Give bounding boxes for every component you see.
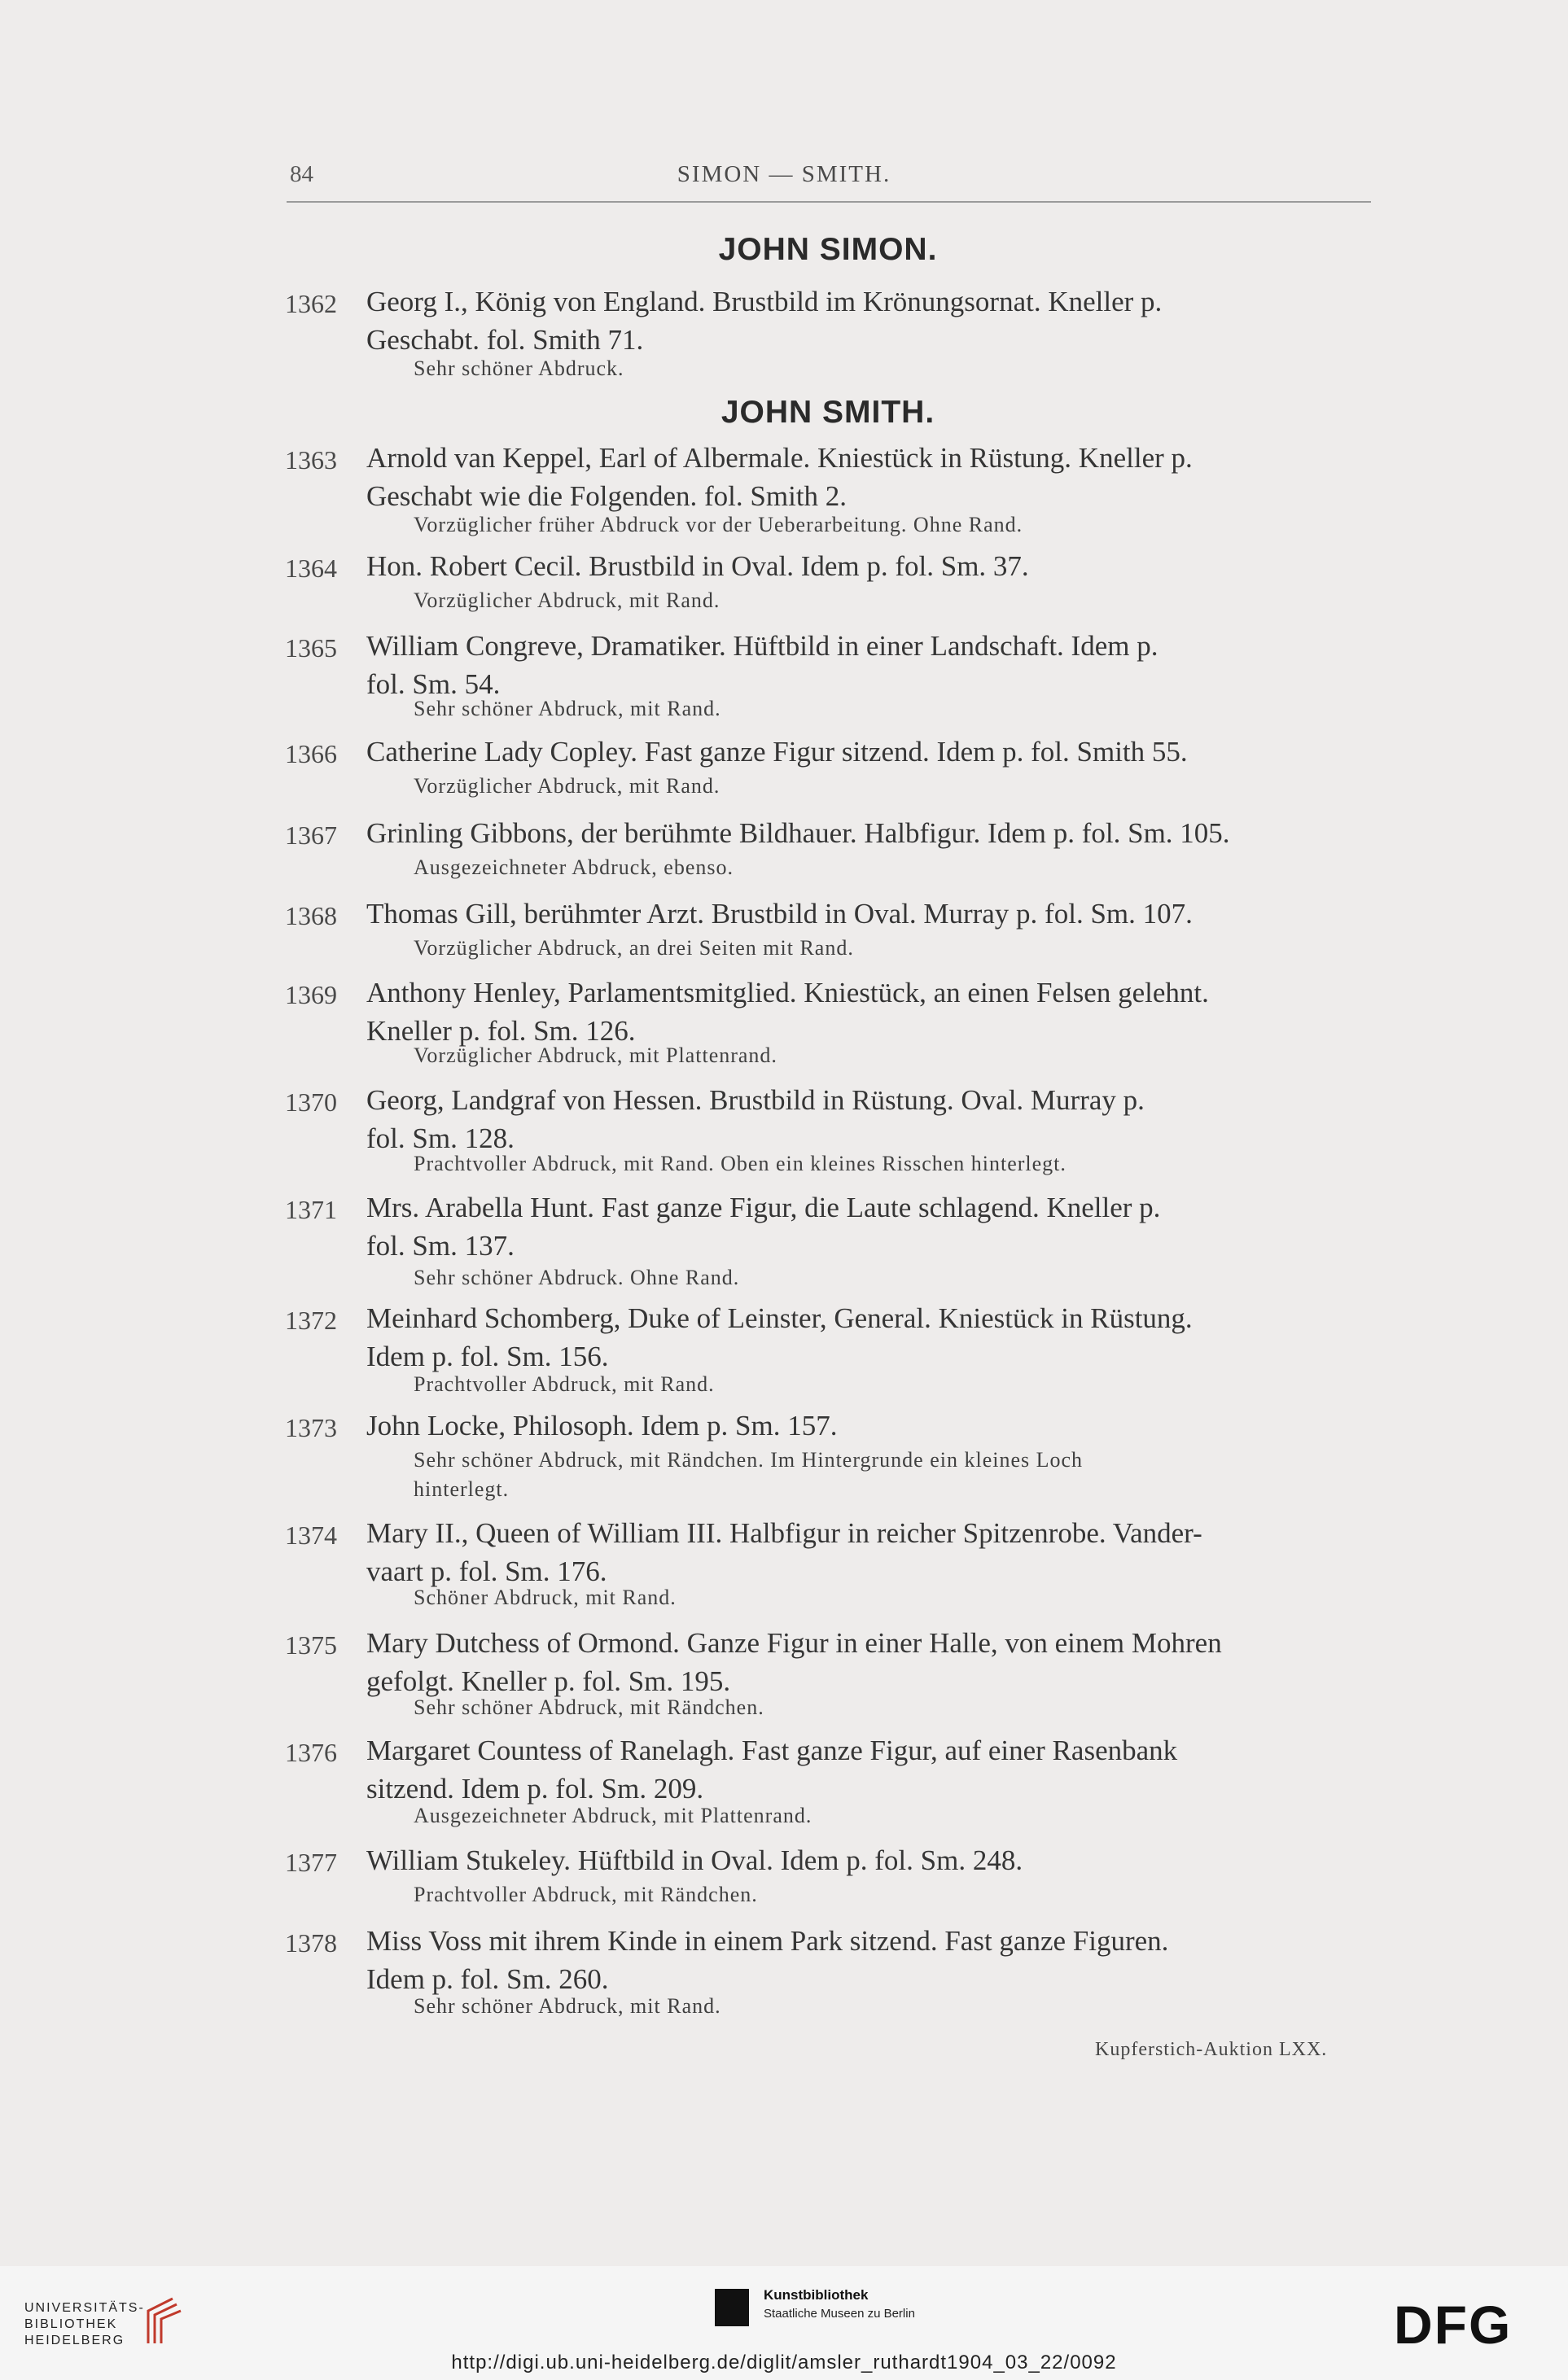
entry-text (366, 895, 1376, 933)
entry-line: Mary II., Queen of William III. Halbfigur in reicher Spitzenrobe. Vander- (366, 1517, 1202, 1549)
ub-logo-line: UNIVERSITÄTS- (24, 2301, 145, 2315)
entry-text (366, 1081, 1376, 1157)
entry-note (414, 853, 734, 882)
entry-note (414, 1370, 715, 1399)
entry-line: William Congreve, Dramatiker. Hüftbild in einer Landschaft. Idem p. (366, 630, 1158, 662)
entry-text (366, 282, 1376, 359)
entry-number: 1378 (285, 1928, 337, 1958)
entry-note (414, 694, 721, 724)
permalink-url[interactable]: http://digi.ub.uni-heidelberg.de/diglit/amsler_ruthardt1904_03_22/0092 (451, 2352, 1117, 2373)
entry-line: Anthony Henley, Parlamentsmitglied. Kniestück, an einen Felsen gelehnt. (366, 977, 1209, 1008)
entry-note-line: Sehr schöner Abdruck. (414, 357, 624, 380)
entry-line: Hon. Robert Cecil. Brustbild in Oval. Idem p. fol. Sm. 37. (366, 550, 1029, 582)
entry-line: Mrs. Arabella Hunt. Fast ganze Figur, die Laute schlagend. Kneller p. (366, 1192, 1161, 1223)
entry-note-line: Sehr schöner Abdruck. Ohne Rand. (414, 1266, 740, 1289)
entry-line: Kneller p. fol. Sm. 126. (366, 1015, 636, 1047)
entry-line: William Stukeley. Hüftbild in Oval. Idem p. fol. Sm. 248. (366, 1844, 1023, 1876)
entry-number: 1375 (285, 1630, 337, 1660)
section-title-john-smith: JOHN SMITH. (720, 395, 935, 430)
entry-number: 1367 (285, 820, 337, 850)
entry-number: 1364 (285, 553, 337, 583)
kunstbibliothek-name: Kunstbibliothek (764, 2287, 869, 2303)
entry-line: John Locke, Philosoph. Idem p. Sm. 157. (366, 1410, 838, 1442)
catalog-footer-note: Kupferstich-Auktion LXX. (1095, 2039, 1328, 2060)
entry-note-line: Sehr schöner Abdruck, mit Rändchen. (414, 1695, 764, 1719)
entry-line: fol. Sm. 137. (366, 1230, 515, 1262)
entry-note-line: Ausgezeichneter Abdruck, mit Plattenrand. (414, 1804, 812, 1827)
entry-line: Idem p. fol. Sm. 156. (366, 1341, 609, 1372)
entry-text (366, 733, 1376, 771)
entry-note-line: Prachtvoller Abdruck, mit Rand. Oben ein kleines Risschen hinterlegt. (414, 1152, 1067, 1175)
entry-text (366, 547, 1376, 585)
entry-text (366, 627, 1376, 703)
entry-note-line: Sehr schöner Abdruck, mit Rand. (414, 697, 721, 720)
entry-number: 1372 (285, 1306, 337, 1335)
entry-note-line: Schöner Abdruck, mit Rand. (414, 1586, 677, 1609)
entry-line: Mary Dutchess of Ormond. Ganze Figur in einer Halle, von einem Mohren (366, 1627, 1222, 1659)
entry-note (414, 354, 624, 383)
entry-number: 1371 (285, 1195, 337, 1224)
entry-text (366, 973, 1376, 1050)
entry-line: fol. Sm. 54. (366, 668, 501, 700)
kunstbibliothek-subtitle: Staatliche Museen zu Berlin (764, 2307, 915, 2321)
entry-note-line: Prachtvoller Abdruck, mit Rand. (414, 1372, 715, 1396)
entry-note-line: Vorzüglicher Abdruck, mit Plattenrand. (414, 1043, 777, 1067)
entry-text (366, 1841, 1376, 1879)
entry-line: Margaret Countess of Ranelagh. Fast ganze Figur, auf einer Rasenbank (366, 1735, 1178, 1766)
entry-text (366, 1731, 1376, 1808)
entry-number: 1370 (285, 1087, 337, 1117)
entry-line: Miss Voss mit ihrem Kinde in einem Park sitzend. Fast ganze Figuren. (366, 1925, 1169, 1957)
entry-number: 1373 (285, 1413, 337, 1442)
entry-line: Catherine Lady Copley. Fast ganze Figur sitzend. Idem p. fol. Smith 55. (366, 736, 1188, 768)
entry-text (366, 1407, 1376, 1445)
entry-line: Idem p. fol. Sm. 260. (366, 1963, 609, 1995)
entry-text (366, 1922, 1376, 1998)
entry-line: Geschabt wie die Folgenden. fol. Smith 2. (366, 480, 848, 512)
entry-line: Geschabt. fol. Smith 71. (366, 324, 644, 356)
page-number: 84 (290, 161, 313, 187)
ub-logo-mark-icon (140, 2295, 189, 2352)
entry-text (366, 1299, 1376, 1376)
section-title-john-simon: JOHN SIMON. (718, 232, 938, 267)
entry-note (414, 1583, 677, 1612)
entry-number: 1368 (285, 901, 337, 930)
ub-logo-line: HEIDELBERG (24, 2334, 125, 2347)
entry-note-line: Sehr schöner Abdruck, mit Rand. (414, 1994, 721, 2018)
entry-number: 1374 (285, 1520, 337, 1550)
entry-line: fol. Sm. 128. (366, 1122, 515, 1154)
entry-text (366, 1514, 1376, 1590)
entry-number: 1363 (285, 445, 337, 475)
entry-note (414, 1880, 758, 1910)
entry-line: sitzend. Idem p. fol. Sm. 209. (366, 1773, 704, 1805)
entry-note (414, 1693, 764, 1722)
entry-number: 1365 (285, 633, 337, 663)
entry-note-line: Ausgezeichneter Abdruck, ebenso. (414, 855, 734, 879)
entry-note (414, 510, 1023, 540)
ub-logo-line: BIBLIOTHEK (24, 2317, 118, 2331)
entry-number: 1362 (285, 289, 337, 318)
dfg-logo[interactable]: DFG (1394, 2295, 1513, 2355)
entry-line: Arnold van Keppel, Earl of Albermale. Kniestück in Rüstung. Kneller p. (366, 442, 1193, 474)
entry-note (414, 772, 720, 801)
entry-note (414, 1041, 777, 1070)
entry-text (366, 1624, 1376, 1700)
entry-note (414, 586, 720, 615)
entry-note-line: Vorzüglicher Abdruck, mit Rand. (414, 774, 720, 798)
entry-note-line: Vorzüglicher Abdruck, mit Rand. (414, 588, 720, 612)
entry-note (414, 934, 854, 963)
entry-number: 1369 (285, 980, 337, 1009)
entry-line: Grinling Gibbons, der berühmte Bildhauer. Halbfigur. Idem p. fol. Sm. 105. (366, 817, 1230, 849)
entry-text (366, 1188, 1376, 1265)
entry-note-line: Sehr schöner Abdruck, mit Rändchen. Im Hintergrunde ein kleines Loch (414, 1448, 1084, 1472)
running-head: SIMON — SMITH. (677, 161, 891, 187)
entry-note (414, 1446, 1083, 1504)
entry-line: Georg I., König von England. Brustbild im Krönungsornat. Kneller p. (366, 286, 1163, 317)
entry-text (366, 439, 1376, 515)
entry-line: Georg, Landgraf von Hessen. Brustbild in Rüstung. Oval. Murray p. (366, 1084, 1145, 1116)
entry-line: vaart p. fol. Sm. 176. (366, 1555, 607, 1587)
entry-note-line: hinterlegt. (414, 1477, 510, 1501)
entry-note-line: Vorzüglicher früher Abdruck vor der Ueberarbeitung. Ohne Rand. (414, 513, 1023, 536)
kunstbibliothek-mark-icon (715, 2289, 749, 2326)
entry-note (414, 1149, 1067, 1179)
entry-note (414, 1263, 739, 1293)
header-rule (287, 201, 1371, 203)
digitization-footer (0, 2266, 1568, 2380)
entry-line: gefolgt. Kneller p. fol. Sm. 195. (366, 1665, 731, 1697)
entry-note (414, 1992, 721, 2021)
entry-number: 1377 (285, 1848, 337, 1877)
kunstbibliothek-logo[interactable] (715, 2282, 975, 2331)
entry-line: Meinhard Schomberg, Duke of Leinster, General. Kniestück in Rüstung. (366, 1302, 1193, 1334)
entry-number: 1366 (285, 739, 337, 768)
entry-note-line: Prachtvoller Abdruck, mit Rändchen. (414, 1883, 758, 1906)
entry-number: 1376 (285, 1738, 337, 1767)
entry-line: Thomas Gill, berühmter Arzt. Brustbild in Oval. Murray p. fol. Sm. 107. (366, 898, 1193, 930)
entry-note (414, 1801, 812, 1831)
entry-note-line: Vorzüglicher Abdruck, an drei Seiten mit Rand. (414, 936, 854, 960)
entry-text (366, 814, 1376, 852)
ub-heidelberg-logo[interactable] (24, 2295, 204, 2352)
